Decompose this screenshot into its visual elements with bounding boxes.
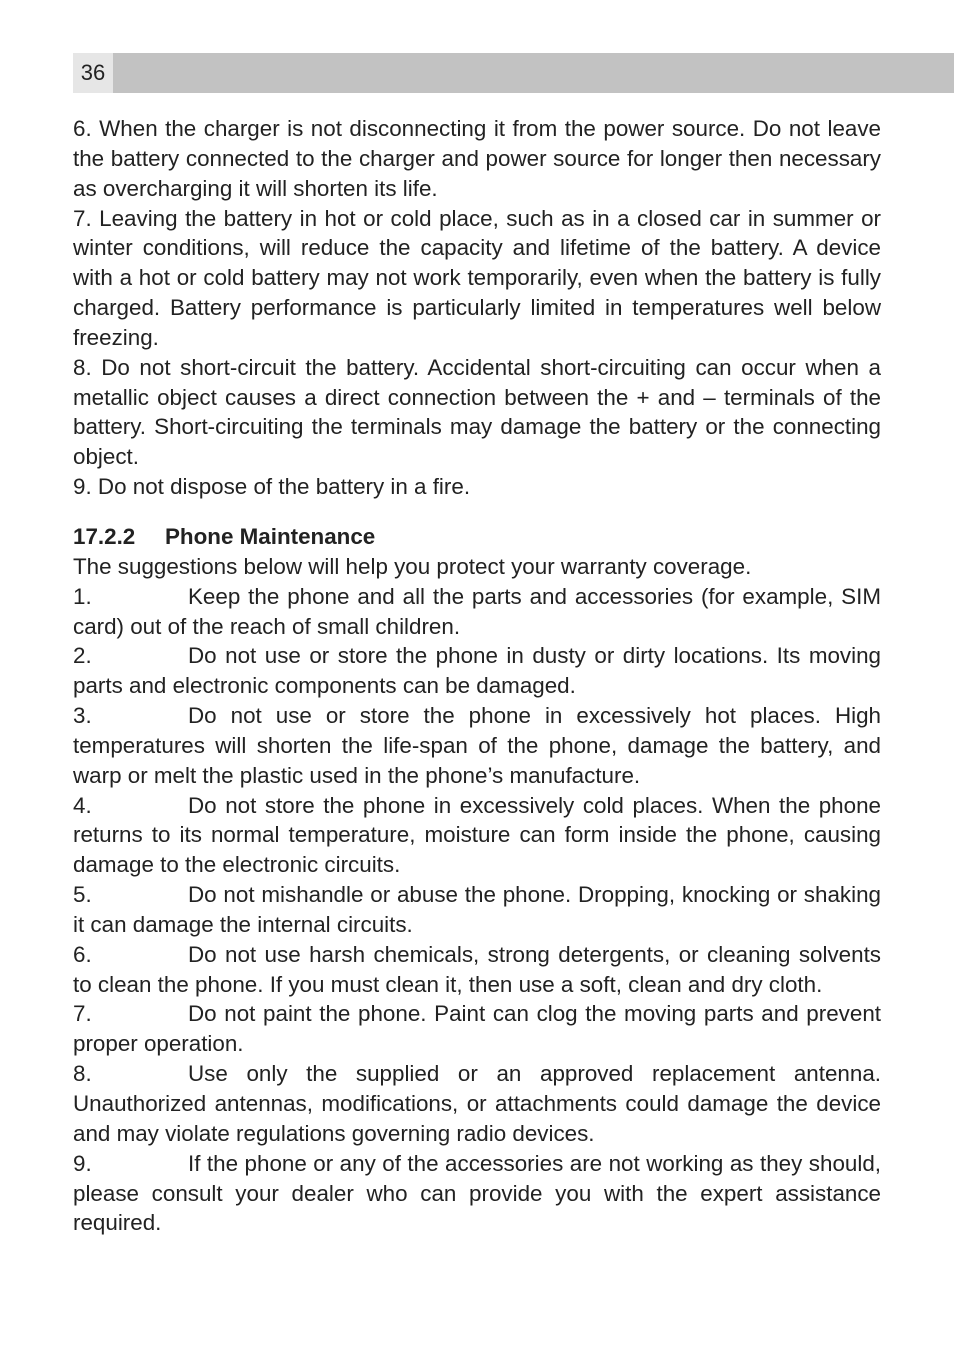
page-content xyxy=(73,114,881,1238)
section-title: Phone Maintenance xyxy=(165,523,376,549)
item-text: Do not use or store the phone in dusty or dirty locations. Its moving parts and electronic components can be damaged. xyxy=(73,643,881,699)
maintenance-item-6 xyxy=(73,940,881,1000)
item-text: Keep the phone and all the parts and accessories (for example, SIM card) out of the reach of small children. xyxy=(73,583,881,639)
section-heading xyxy=(73,522,881,552)
battery-item-9: 9. Do not dispose of the battery in a fire. xyxy=(73,474,471,500)
item-number: 7. xyxy=(73,1001,92,1027)
maintenance-item-5 xyxy=(73,880,881,940)
item-text: Use only the supplied or an approved replacement antenna. Unauthorized antennas, modifications, or attachments could damage the device and may violate regulations governing radio devices. xyxy=(73,1061,881,1146)
maintenance-item-4 xyxy=(73,791,881,881)
item-number: 3. xyxy=(73,703,92,729)
maintenance-item-8 xyxy=(73,1059,881,1149)
maintenance-item-1 xyxy=(73,582,881,642)
item-text: Do not paint the phone. Paint can clog the moving parts and prevent proper operation. xyxy=(73,1001,881,1057)
battery-item-6: 6. When the charger is not disconnecting it from the power source. Do not leave the battery connected to the charger and power source for longer then necessary as overcharging it will shorten its life. xyxy=(73,116,881,201)
item-text: Do not store the phone in excessively cold places. When the phone returns to its normal temperature, moisture can form inside the phone, causing damage to the electronic circuits. xyxy=(73,792,881,878)
item-number: 8. xyxy=(73,1061,92,1087)
page-number: 36 xyxy=(73,53,113,93)
item-text: Do not mishandle or abuse the phone. Dropping, knocking or shaking it can damage the internal circuits. xyxy=(73,882,881,937)
maintenance-item-7 xyxy=(73,999,881,1059)
item-number: 6. xyxy=(73,941,92,967)
item-text: Do not use harsh chemicals, strong detergents, or cleaning solvents to clean the phone. If you must clean it, then use a soft, clean and dry cloth. xyxy=(73,941,881,997)
item-number: 4. xyxy=(73,792,92,818)
section-intro: The suggestions below will help you protect your warranty coverage. xyxy=(73,553,752,579)
item-number: 5. xyxy=(73,882,92,908)
battery-item-8: 8. Do not short-circuit the battery. Accidental short-circuiting can occur when a metallic object causes a direct connection between the + and – terminals of the battery. Short-circuiting the terminals may damage the battery or the connecting object. xyxy=(73,354,881,470)
maintenance-item-2 xyxy=(73,641,881,701)
item-number: 2. xyxy=(73,643,92,669)
item-number: 9. xyxy=(73,1150,92,1176)
item-number: 1. xyxy=(73,583,92,609)
maintenance-item-3 xyxy=(73,701,881,791)
item-text: Do not use or store the phone in excessively hot places. High temperatures will shorten the life-span of the phone, damage the battery, and warp or melt the plastic used in the phone’s manufacture. xyxy=(73,703,881,788)
section-number: 17.2.2 xyxy=(73,523,136,549)
maintenance-item-9 xyxy=(73,1149,881,1239)
page-header-bar xyxy=(73,53,954,93)
item-text: If the phone or any of the accessories are not working as they should, please consult your dealer who can provide you with the expert assistance required. xyxy=(73,1150,881,1236)
battery-item-7: 7. Leaving the battery in hot or cold place, such as in a closed car in summer or winter conditions, will reduce the capacity and lifetime of the battery. A device with a hot or cold battery may not work temporarily, even when the battery is fully charged. Battery performance is particularly limited in temperatures well below freezing. xyxy=(73,205,881,350)
